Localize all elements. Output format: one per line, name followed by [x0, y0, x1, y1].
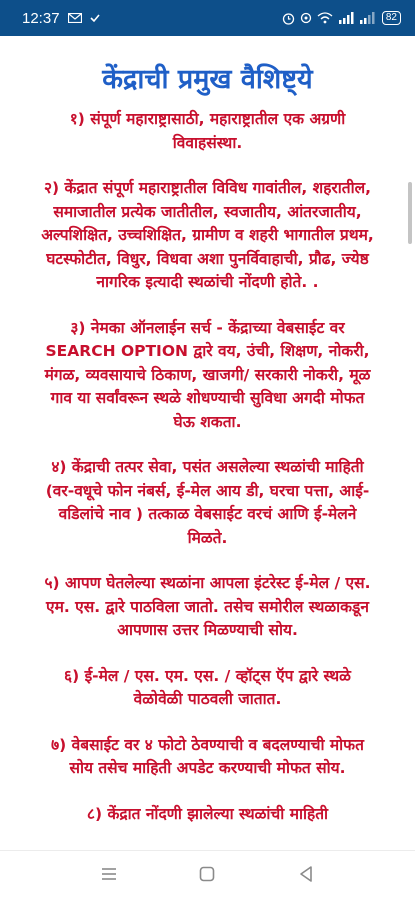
home-button[interactable] — [187, 856, 227, 896]
scrollbar[interactable] — [408, 182, 412, 244]
feature-item-6: ६) ई-मेल / एस. एम. एस. / व्हॉट्स ऍप द्वारे स्थळे वेळोवेळी पाठवली जातात. — [64, 666, 351, 708]
status-left — [22, 10, 100, 27]
alarm-icon — [282, 12, 295, 25]
status-right — [282, 11, 401, 25]
recents-button[interactable] — [89, 856, 129, 896]
feature-item-5: ५) आपण घेतलेल्या स्थळांना आपला इंटरेस्ट ई-मेल / एस. एम. एस. द्वारे पाठविला जातो. तसेच समोरील स्थळाकडून आपणास उत्तर मिळण्याची सोय. — [44, 574, 371, 639]
battery-indicator: 82 — [382, 11, 401, 25]
feature-item-3: ३) नेमका ऑनलाईन सर्च - केंद्राच्या वेबसाईट वर SEARCH OPTION द्वारे वय, उंची, शिक्षण, नोकरी, मंगळ, व्यवसायाचे ठिकाण, खाजगी/ सरकारी नोकरी, मूळ गाव या सर्वांवरून स्थळे शोधण्याची सुविधा अगदी मोफत घेऊ शकता. — [44, 318, 371, 431]
wifi-call-icon — [317, 12, 333, 24]
page-title: केंद्राची प्रमुख वैशिष्ट्ये — [102, 64, 313, 95]
location-icon — [300, 12, 312, 24]
feature-list — [0, 108, 415, 826]
signal-icon-1 — [338, 12, 354, 24]
feature-item-8: ८) केंद्रात नोंदणी झालेल्या स्थळांची माहिती — [86, 804, 329, 823]
status-bar — [0, 0, 415, 36]
signal-icon-2 — [359, 12, 375, 24]
home-icon — [198, 865, 216, 887]
check-icon — [90, 10, 100, 27]
feature-item-2: २) केंद्रात संपूर्ण महाराष्ट्रातील विविध गावांतील, शहरातील, समाजातील प्रत्येक जातीतील, स्वजातीय, आंतरजातीय, अल्पशिक्षित, उच्चशिक्षित, ग्रामीण व शहरी भागातील प्रथम, घटस्फोटीत, विधुर, विधवा अशा पुनर्विवाहाची, प्रौढ, ज्येष्ठ नागरिक इत्यादी स्थळांची नोंदणी होते. . — [41, 179, 374, 291]
main-content[interactable] — [0, 36, 415, 850]
mail-icon — [68, 10, 82, 27]
recents-icon — [100, 866, 118, 885]
feature-item-7: ७) वेबसाईट वर ४ फोटो ठेवण्याची व बदलण्याची मोफत सोय तसेच माहिती अपडेट करण्याची मोफत सोय. — [51, 735, 364, 777]
feature-item-4: ४) केंद्राची तत्पर सेवा, पसंत असलेल्या स्थळांची माहिती (वर-वधूचे फोन नंबर्स, ई-मेल आय डी, घरचा पत्ता, आई-वडिलांचे नाव ) तत्काळ वेबसाईट वरचं आणि ई-मेलने मिळते. — [45, 458, 370, 547]
navigation-bar — [0, 850, 415, 900]
feature-item-1: १) संपूर्ण महाराष्ट्रासाठी, महाराष्ट्रातील एक अग्रणी विवाहसंस्था. — [69, 110, 346, 152]
back-icon — [298, 865, 314, 887]
status-time: 12:37 — [22, 9, 60, 27]
back-button[interactable] — [286, 856, 326, 896]
